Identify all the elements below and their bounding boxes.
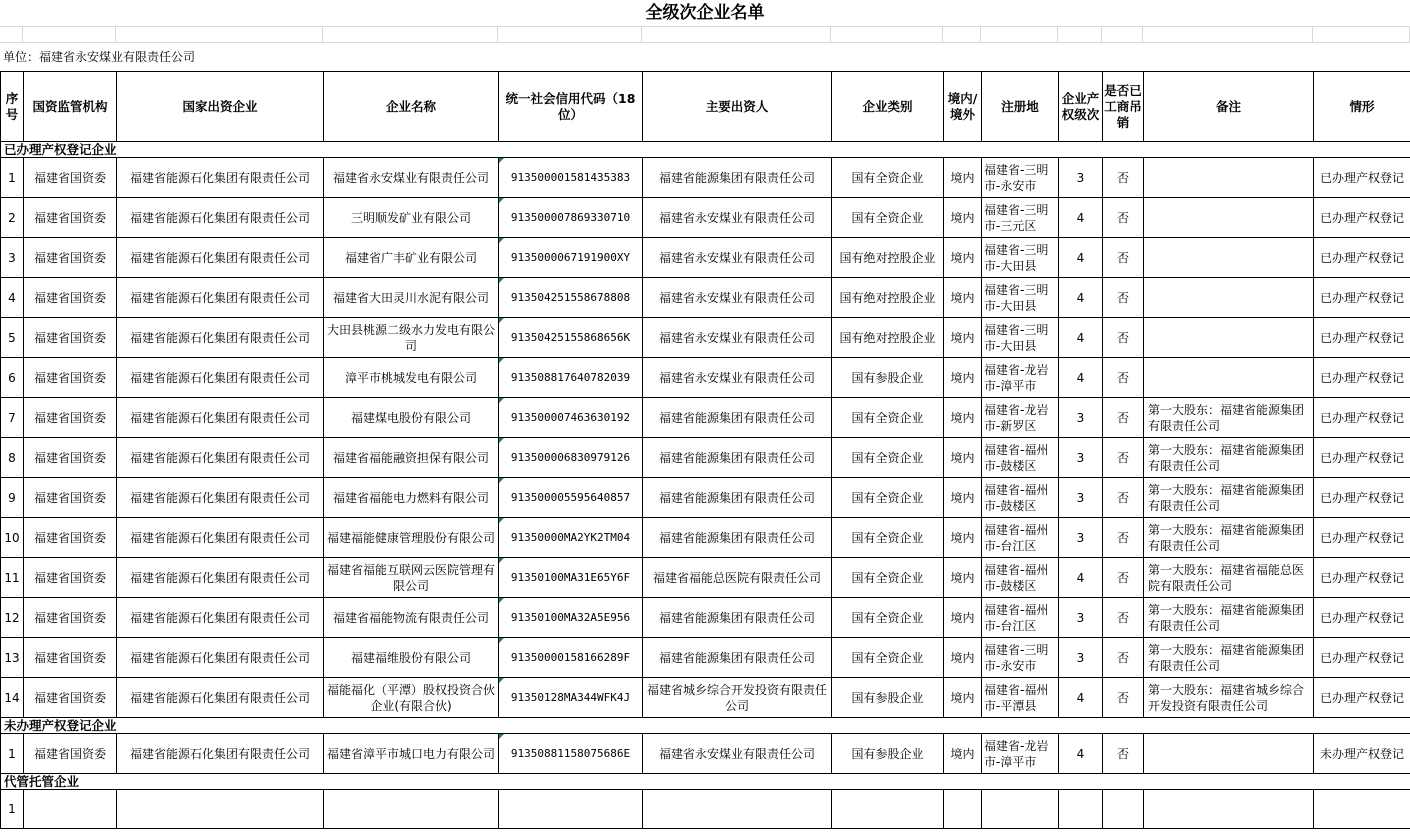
col-header-main-investor: 主要出资人 — [643, 72, 832, 142]
enterprise-table — [0, 71, 1410, 829]
cell-investor[interactable]: 福建省能源石化集团有限责任公司 — [117, 558, 324, 598]
cell-reg-place[interactable]: 福建省-三明市-大田县 — [982, 318, 1059, 358]
cell-seq[interactable]: 6 — [1, 358, 24, 398]
cell-note[interactable]: 第一大股东：福建省能源集团有限责任公司 — [1144, 518, 1314, 558]
cell-seq[interactable]: 1 — [1, 734, 24, 774]
sheet-title: 全级次企业名单 — [0, 0, 1410, 27]
section-header-row — [1, 718, 1410, 734]
cell-code[interactable]: 91350425155868656K — [499, 318, 643, 358]
cell-domestic[interactable]: 境内 — [944, 478, 982, 518]
cell-seq[interactable]: 7 — [1, 398, 24, 438]
cell-supervisor[interactable]: 福建省国资委 — [24, 238, 117, 278]
cell-reg-place[interactable]: 福建省-龙岩市-新罗区 — [982, 398, 1059, 438]
cell-investor[interactable]: 福建省能源石化集团有限责任公司 — [117, 198, 324, 238]
table-row — [1, 558, 1410, 598]
cell-revoked[interactable]: 否 — [1103, 478, 1144, 518]
cell-seq[interactable]: 2 — [1, 198, 24, 238]
cell-main-investor[interactable]: 福建省能源集团有限责任公司 — [643, 638, 832, 678]
cell-main-investor[interactable]: 福建省能源集团有限责任公司 — [643, 158, 832, 198]
table-row — [1, 278, 1410, 318]
cell-supervisor[interactable]: 福建省国资委 — [24, 358, 117, 398]
cell-reg-place[interactable]: 福建省-三明市-永安市 — [982, 638, 1059, 678]
table-row — [1, 598, 1410, 638]
cell-revoked[interactable]: 否 — [1103, 158, 1144, 198]
cell-supervisor[interactable]: 福建省国资委 — [24, 598, 117, 638]
cell-note[interactable]: 第一大股东：福建省能源集团有限责任公司 — [1144, 598, 1314, 638]
cell-name[interactable]: 福建省福能互联网云医院管理有限公司 — [324, 558, 499, 598]
cell-investor[interactable] — [117, 790, 324, 829]
cell-seq[interactable]: 1 — [1, 790, 24, 829]
cell-domestic[interactable]: 境内 — [944, 518, 982, 558]
cell-status[interactable]: 已办理产权登记 — [1314, 638, 1410, 678]
cell-main-investor[interactable]: 福建省能源集团有限责任公司 — [643, 398, 832, 438]
cell-main-investor[interactable]: 福建省永安煤业有限责任公司 — [643, 318, 832, 358]
col-header-type: 企业类别 — [832, 72, 944, 142]
cell-investor[interactable]: 福建省能源石化集团有限责任公司 — [117, 518, 324, 558]
cell-type[interactable]: 国有全资企业 — [832, 438, 944, 478]
cell-status[interactable]: 已办理产权登记 — [1314, 358, 1410, 398]
cell-domestic[interactable]: 境内 — [944, 358, 982, 398]
cell-revoked[interactable]: 否 — [1103, 598, 1144, 638]
table-row — [1, 358, 1410, 398]
cell-level[interactable]: 4 — [1059, 198, 1103, 238]
cell-level[interactable]: 3 — [1059, 398, 1103, 438]
cell-main-investor[interactable]: 福建省城乡综合开发投资有限责任公司 — [643, 678, 832, 718]
cell-note[interactable] — [1144, 358, 1314, 398]
table-row — [1, 678, 1410, 718]
cell-domestic[interactable]: 境内 — [944, 558, 982, 598]
cell-note[interactable] — [1144, 734, 1314, 774]
cell-name[interactable]: 福建省大田灵川水泥有限公司 — [324, 278, 499, 318]
cell-revoked[interactable]: 否 — [1103, 318, 1144, 358]
cell-code[interactable]: 91350128MA344WFK4J — [499, 678, 643, 718]
cell-reg-place[interactable]: 福建省-龙岩市-漳平市 — [982, 358, 1059, 398]
cell-seq[interactable]: 9 — [1, 478, 24, 518]
cell-type[interactable]: 国有全资企业 — [832, 598, 944, 638]
cell-status[interactable]: 已办理产权登记 — [1314, 278, 1410, 318]
cell-note[interactable] — [1144, 198, 1314, 238]
cell-domestic[interactable]: 境内 — [944, 318, 982, 358]
col-header-investor: 国家出资企业 — [117, 72, 324, 142]
cell-investor[interactable]: 福建省能源石化集团有限责任公司 — [117, 278, 324, 318]
cell-type[interactable]: 国有全资企业 — [832, 398, 944, 438]
cell-type[interactable] — [832, 790, 944, 829]
cell-supervisor[interactable]: 福建省国资委 — [24, 278, 117, 318]
cell-main-investor[interactable]: 福建省永安煤业有限责任公司 — [643, 358, 832, 398]
cell-note[interactable] — [1144, 158, 1314, 198]
cell-type[interactable]: 国有全资企业 — [832, 158, 944, 198]
cell-seq[interactable]: 8 — [1, 438, 24, 478]
cell-main-investor[interactable]: 福建省能源集团有限责任公司 — [643, 478, 832, 518]
col-header-revoked: 是否已工商吊销 — [1103, 72, 1144, 142]
cell-status[interactable]: 已办理产权登记 — [1314, 198, 1410, 238]
cell-note[interactable] — [1144, 278, 1314, 318]
cell-type[interactable]: 国有全资企业 — [832, 638, 944, 678]
cell-revoked[interactable]: 否 — [1103, 734, 1144, 774]
cell-status[interactable]: 已办理产权登记 — [1314, 238, 1410, 278]
cell-note[interactable]: 第一大股东：福建省能源集团有限责任公司 — [1144, 438, 1314, 478]
table-row — [1, 398, 1410, 438]
cell-reg-place[interactable]: 福建省-龙岩市-漳平市 — [982, 734, 1059, 774]
cell-supervisor[interactable] — [24, 790, 117, 829]
cell-investor[interactable]: 福建省能源石化集团有限责任公司 — [117, 158, 324, 198]
cell-revoked[interactable]: 否 — [1103, 638, 1144, 678]
cell-domestic[interactable]: 境内 — [944, 734, 982, 774]
cell-seq[interactable]: 12 — [1, 598, 24, 638]
col-header-supervisor: 国资监管机构 — [24, 72, 117, 142]
cell-revoked[interactable]: 否 — [1103, 518, 1144, 558]
cell-level[interactable]: 4 — [1059, 238, 1103, 278]
cell-code[interactable]: 91350881158075686E — [499, 734, 643, 774]
cell-investor[interactable]: 福建省能源石化集团有限责任公司 — [117, 238, 324, 278]
cell-main-investor[interactable]: 福建省能源集团有限责任公司 — [643, 518, 832, 558]
cell-code[interactable]: 91350000158166289F — [499, 638, 643, 678]
cell-type[interactable]: 国有参股企业 — [832, 734, 944, 774]
cell-investor[interactable]: 福建省能源石化集团有限责任公司 — [117, 358, 324, 398]
cell-type[interactable]: 国有全资企业 — [832, 198, 944, 238]
table-row — [1, 158, 1410, 198]
cell-type[interactable]: 国有参股企业 — [832, 678, 944, 718]
cell-name[interactable]: 福建省福能电力燃料有限公司 — [324, 478, 499, 518]
cell-investor[interactable]: 福建省能源石化集团有限责任公司 — [117, 318, 324, 358]
cell-seq[interactable]: 5 — [1, 318, 24, 358]
cell-revoked[interactable]: 否 — [1103, 438, 1144, 478]
cell-investor[interactable]: 福建省能源石化集团有限责任公司 — [117, 638, 324, 678]
section-header-row — [1, 142, 1410, 158]
section-header-row — [1, 774, 1410, 790]
cell-domestic[interactable]: 境内 — [944, 638, 982, 678]
cell-supervisor[interactable]: 福建省国资委 — [24, 318, 117, 358]
cell-domestic[interactable]: 境内 — [944, 158, 982, 198]
cell-seq[interactable]: 11 — [1, 558, 24, 598]
cell-status[interactable]: 已办理产权登记 — [1314, 598, 1410, 638]
col-header-reg-place: 注册地 — [982, 72, 1059, 142]
cell-supervisor[interactable]: 福建省国资委 — [24, 678, 117, 718]
cell-supervisor[interactable]: 福建省国资委 — [24, 558, 117, 598]
cell-note[interactable]: 第一大股东：福建省能源集团有限责任公司 — [1144, 638, 1314, 678]
section-label: 未办理产权登记企业 — [1, 718, 1410, 734]
cell-type[interactable]: 国有参股企业 — [832, 358, 944, 398]
cell-investor[interactable]: 福建省能源石化集团有限责任公司 — [117, 678, 324, 718]
cell-domestic[interactable]: 境内 — [944, 598, 982, 638]
cell-name[interactable] — [324, 790, 499, 829]
cell-reg-place[interactable]: 福建省-福州市-台江区 — [982, 518, 1059, 558]
table-row — [1, 238, 1410, 278]
table-row — [1, 478, 1410, 518]
cell-name[interactable]: 福建省福能物流有限责任公司 — [324, 598, 499, 638]
cell-domestic[interactable]: 境内 — [944, 398, 982, 438]
cell-supervisor[interactable]: 福建省国资委 — [24, 638, 117, 678]
cell-reg-place[interactable]: 福建省-福州市-平潭县 — [982, 678, 1059, 718]
cell-seq[interactable]: 1 — [1, 158, 24, 198]
cell-status[interactable]: 已办理产权登记 — [1314, 438, 1410, 478]
cell-supervisor[interactable]: 福建省国资委 — [24, 398, 117, 438]
col-header-status: 情形 — [1314, 72, 1410, 142]
cell-code[interactable]: 913500007463630192 — [499, 398, 643, 438]
cell-domestic[interactable]: 境内 — [944, 238, 982, 278]
cell-revoked[interactable]: 否 — [1103, 558, 1144, 598]
cell-code[interactable]: 913508817640782039 — [499, 358, 643, 398]
cell-code[interactable]: 913500001581435383 — [499, 158, 643, 198]
table-row — [1, 438, 1410, 478]
cell-status[interactable]: 已办理产权登记 — [1314, 478, 1410, 518]
cell-level[interactable]: 3 — [1059, 638, 1103, 678]
cell-level[interactable]: 4 — [1059, 558, 1103, 598]
col-header-code: 统一社会信用代码（18位） — [499, 72, 643, 142]
cell-domestic[interactable]: 境内 — [944, 678, 982, 718]
cell-supervisor[interactable]: 福建省国资委 — [24, 198, 117, 238]
cell-status[interactable]: 已办理产权登记 — [1314, 318, 1410, 358]
cell-status[interactable]: 已办理产权登记 — [1314, 518, 1410, 558]
cell-status[interactable]: 已办理产权登记 — [1314, 398, 1410, 438]
cell-revoked[interactable] — [1103, 790, 1144, 829]
cell-status[interactable]: 已办理产权登记 — [1314, 558, 1410, 598]
cell-code[interactable]: 913500005595640857 — [499, 478, 643, 518]
cell-type[interactable]: 国有绝对控股企业 — [832, 318, 944, 358]
cell-name[interactable]: 漳平市桃城发电有限公司 — [324, 358, 499, 398]
cell-code[interactable]: 913500007869330710 — [499, 198, 643, 238]
cell-reg-place[interactable] — [982, 790, 1059, 829]
cell-reg-place[interactable]: 福建省-三明市-大田县 — [982, 238, 1059, 278]
cell-note[interactable]: 第一大股东：福建省能源集团有限责任公司 — [1144, 478, 1314, 518]
cell-seq[interactable]: 3 — [1, 238, 24, 278]
cell-note[interactable] — [1144, 318, 1314, 358]
cell-main-investor[interactable]: 福建省永安煤业有限责任公司 — [643, 198, 832, 238]
unit-label: 单位：福建省永安煤业有限责任公司 — [3, 50, 196, 64]
cell-name[interactable]: 福建省漳平市城口电力有限公司 — [324, 734, 499, 774]
col-header-level: 企业产权级次 — [1059, 72, 1103, 142]
cell-name[interactable]: 大田县桃源二级水力发电有限公司 — [324, 318, 499, 358]
cell-main-investor[interactable]: 福建省能源集团有限责任公司 — [643, 438, 832, 478]
cell-type[interactable]: 国有绝对控股企业 — [832, 238, 944, 278]
cell-level[interactable]: 3 — [1059, 478, 1103, 518]
cell-main-investor[interactable]: 福建省永安煤业有限责任公司 — [643, 238, 832, 278]
cell-main-investor[interactable]: 福建省福能总医院有限责任公司 — [643, 558, 832, 598]
cell-investor[interactable]: 福建省能源石化集团有限责任公司 — [117, 598, 324, 638]
cell-main-investor[interactable]: 福建省能源集团有限责任公司 — [643, 598, 832, 638]
blank-row — [0, 27, 1410, 43]
cell-name[interactable]: 福建省永安煤业有限责任公司 — [324, 158, 499, 198]
cell-status[interactable]: 未办理产权登记 — [1314, 734, 1410, 774]
cell-code[interactable]: 9135000067191900XY — [499, 238, 643, 278]
cell-seq[interactable]: 13 — [1, 638, 24, 678]
cell-domestic[interactable] — [944, 790, 982, 829]
cell-type[interactable]: 国有全资企业 — [832, 558, 944, 598]
cell-name[interactable]: 福能福化（平潭）股权投资合伙企业(有限合伙) — [324, 678, 499, 718]
cell-revoked[interactable]: 否 — [1103, 358, 1144, 398]
cell-note[interactable]: 第一大股东：福建省能源集团有限责任公司 — [1144, 398, 1314, 438]
cell-level[interactable]: 4 — [1059, 318, 1103, 358]
cell-note[interactable] — [1144, 238, 1314, 278]
cell-reg-place[interactable]: 福建省-福州市-鼓楼区 — [982, 558, 1059, 598]
cell-code[interactable]: 91350100MA31E65Y6F — [499, 558, 643, 598]
cell-name[interactable]: 福建煤电股份有限公司 — [324, 398, 499, 438]
cell-type[interactable]: 国有全资企业 — [832, 518, 944, 558]
cell-main-investor[interactable]: 福建省永安煤业有限责任公司 — [643, 734, 832, 774]
cell-name[interactable]: 福建省广丰矿业有限公司 — [324, 238, 499, 278]
cell-domestic[interactable]: 境内 — [944, 198, 982, 238]
col-header-name: 企业名称 — [324, 72, 499, 142]
cell-status[interactable]: 已办理产权登记 — [1314, 678, 1410, 718]
cell-reg-place[interactable]: 福建省-福州市-鼓楼区 — [982, 478, 1059, 518]
cell-level[interactable]: 3 — [1059, 438, 1103, 478]
cell-name[interactable]: 三明顺发矿业有限公司 — [324, 198, 499, 238]
cell-revoked[interactable]: 否 — [1103, 238, 1144, 278]
cell-name[interactable]: 福建福能健康管理股份有限公司 — [324, 518, 499, 558]
table-row — [1, 518, 1410, 558]
cell-level[interactable]: 4 — [1059, 678, 1103, 718]
cell-seq[interactable]: 4 — [1, 278, 24, 318]
cell-supervisor[interactable]: 福建省国资委 — [24, 438, 117, 478]
cell-supervisor[interactable]: 福建省国资委 — [24, 478, 117, 518]
cell-supervisor[interactable]: 福建省国资委 — [24, 518, 117, 558]
cell-level[interactable]: 4 — [1059, 734, 1103, 774]
cell-revoked[interactable]: 否 — [1103, 678, 1144, 718]
cell-status[interactable]: 已办理产权登记 — [1314, 158, 1410, 198]
cell-revoked[interactable]: 否 — [1103, 278, 1144, 318]
cell-revoked[interactable]: 否 — [1103, 398, 1144, 438]
cell-main-investor[interactable] — [643, 790, 832, 829]
table-row — [1, 790, 1410, 829]
table-row — [1, 734, 1410, 774]
section-label: 代管托管企业 — [1, 774, 1410, 790]
table-row — [1, 318, 1410, 358]
cell-level[interactable]: 3 — [1059, 518, 1103, 558]
header-row — [1, 72, 1410, 142]
cell-code[interactable]: 913504251558678808 — [499, 278, 643, 318]
cell-investor[interactable]: 福建省能源石化集团有限责任公司 — [117, 478, 324, 518]
cell-level[interactable]: 4 — [1059, 358, 1103, 398]
cell-note[interactable] — [1144, 790, 1314, 829]
cell-code[interactable] — [499, 790, 643, 829]
cell-reg-place[interactable]: 福建省-三明市-三元区 — [982, 198, 1059, 238]
col-header-note: 备注 — [1144, 72, 1314, 142]
cell-investor[interactable]: 福建省能源石化集团有限责任公司 — [117, 438, 324, 478]
cell-level[interactable]: 3 — [1059, 598, 1103, 638]
table-row — [1, 638, 1410, 678]
cell-domestic[interactable]: 境内 — [944, 278, 982, 318]
cell-type[interactable]: 国有绝对控股企业 — [832, 278, 944, 318]
cell-code[interactable]: 91350100MA32A5E956 — [499, 598, 643, 638]
cell-note[interactable]: 第一大股东：福建省城乡综合开发投资有限责任公司 — [1144, 678, 1314, 718]
cell-name[interactable]: 福建省福能融资担保有限公司 — [324, 438, 499, 478]
cell-level[interactable]: 3 — [1059, 158, 1103, 198]
cell-status[interactable] — [1314, 790, 1410, 829]
cell-supervisor[interactable]: 福建省国资委 — [24, 158, 117, 198]
cell-investor[interactable]: 福建省能源石化集团有限责任公司 — [117, 734, 324, 774]
cell-code[interactable]: 913500006830979126 — [499, 438, 643, 478]
cell-investor[interactable]: 福建省能源石化集团有限责任公司 — [117, 398, 324, 438]
cell-domestic[interactable]: 境内 — [944, 438, 982, 478]
col-header-domestic: 境内/境外 — [944, 72, 982, 142]
cell-reg-place[interactable]: 福建省-三明市-大田县 — [982, 278, 1059, 318]
table-row — [1, 198, 1410, 238]
cell-supervisor[interactable]: 福建省国资委 — [24, 734, 117, 774]
col-header-seq: 序号 — [1, 72, 24, 142]
cell-note[interactable]: 第一大股东：福建省福能总医院有限责任公司 — [1144, 558, 1314, 598]
cell-main-investor[interactable]: 福建省永安煤业有限责任公司 — [643, 278, 832, 318]
cell-reg-place[interactable]: 福建省-福州市-台江区 — [982, 598, 1059, 638]
cell-seq[interactable]: 10 — [1, 518, 24, 558]
cell-level[interactable] — [1059, 790, 1103, 829]
cell-reg-place[interactable]: 福建省-福州市-鼓楼区 — [982, 438, 1059, 478]
cell-code[interactable]: 91350000MA2YK2TM04 — [499, 518, 643, 558]
cell-name[interactable]: 福建福维股份有限公司 — [324, 638, 499, 678]
section-label: 已办理产权登记企业 — [1, 142, 1410, 158]
cell-level[interactable]: 4 — [1059, 278, 1103, 318]
cell-reg-place[interactable]: 福建省-三明市-永安市 — [982, 158, 1059, 198]
cell-type[interactable]: 国有全资企业 — [832, 478, 944, 518]
cell-revoked[interactable]: 否 — [1103, 198, 1144, 238]
cell-seq[interactable]: 14 — [1, 678, 24, 718]
